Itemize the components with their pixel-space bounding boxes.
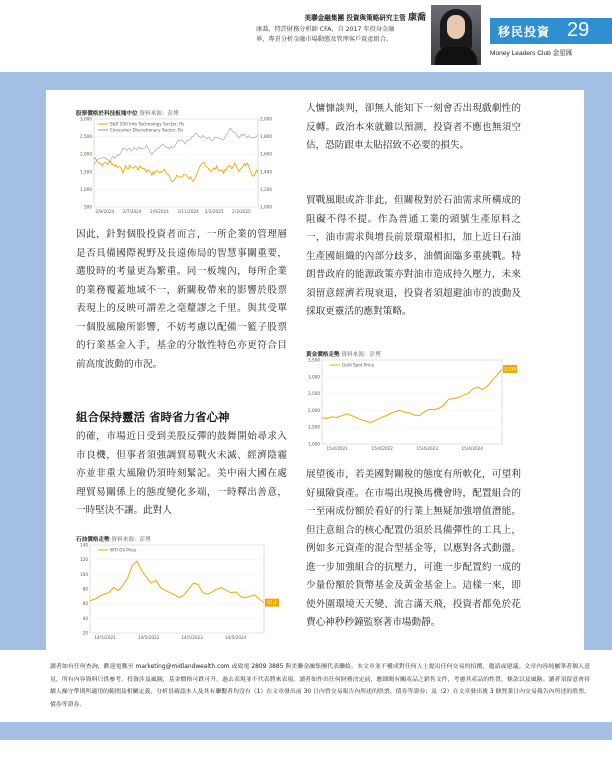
author-title (236, 10, 426, 23)
author-description (236, 25, 426, 45)
right-column-para3: 展望後市，若美國對關稅的態度有所軟化，可望利好風險資產。在市場出現換馬機會時，配置組合的一至兩成份額於看好的行業上無疑加強增值潛能。但注意組合的核心配置仍須於具備彈性的工具上，例如多元資產的混合型基金等，以應對各式動盪。進一步加強組合的抗壓力，可進一步配置約一成的少量份額於貨幣基金及黃金基金上。這樣一來，即使外圍環境天天變、流言滿天飛，投資者都免於花費心神秒秒鐘監察著市場動靜。 (306, 469, 521, 628)
page-header (0, 0, 612, 72)
y-tick-label: 1,000 (308, 441, 320, 447)
y-tick-label: 3,000 (308, 374, 320, 380)
y-right-tick-label: 1,200 (260, 186, 272, 192)
frame-right (584, 72, 612, 650)
author-desc-line-1: 康喬，特許財務分析師 CFA，自 2017 年投身金融 (256, 26, 395, 33)
x-tick-label: 15/4/2022 (371, 446, 393, 451)
y-tick-label: 20 (82, 630, 88, 636)
y-right-tick-label: 1,000 (260, 204, 272, 210)
y-tick-label: 2,000 (308, 407, 320, 413)
x-tick-label: 14/5/2021 (94, 635, 116, 640)
series-line-1 (94, 158, 258, 182)
disclaimer: 讀者如有任何查詢，歡迎電郵至 marketing@midlandwealth.com 或致電 2809 3885 與美聯金融集團代表聯絡。本文章並不構成對任何人士提出任何交易的招攬、邀請或建議。文章內容純屬筆者個人意見，所有內容資料只供參考。投資涉及風險，基金價格可跌可升，過去表現並不代表將來表現。讀者如作出任何財務決定前，應細閱有關產品之銷售文件，考慮其產品的性質，條款以及風險。讀者須留意會持續人操守準則所適用的範圍及相關定義，分析員確認本人及其有聯繫者均沒有（1）在文章發出前 30 日內曾交易報告內所述的股票、債券等證券；及（2）在文章發出後 3 個營業日內交易報告內所述的股票、債券等證券。 (50, 664, 590, 708)
x-tick-label: 2/7/2024 (122, 209, 142, 214)
y-right-tick-label: 1,600 (260, 151, 272, 157)
x-tick-label: 15/4/2024 (461, 446, 483, 451)
author-block (236, 10, 426, 45)
x-tick-label: 2/11/2024 (177, 209, 199, 214)
section-banner (490, 18, 612, 44)
x-tick-label: 2/9/2024 (150, 209, 169, 214)
author-role: 美聯金融集團 投資與策略研究主管 (304, 14, 406, 22)
y-right-tick-label: 1,800 (260, 134, 272, 140)
frame-left (0, 72, 46, 650)
y-tick-label: 140 (80, 542, 88, 548)
y-tick-label: 80 (82, 586, 88, 592)
y-right-tick-label: 1,400 (260, 169, 272, 175)
section-heading: 組合保持靈活 省時省力省心神 (76, 410, 230, 424)
y-tick-label: 1,500 (308, 424, 320, 430)
y-tick-label: 3,500 (308, 357, 320, 363)
plot-frame (322, 360, 502, 444)
x-tick-label: 15/4/2021 (326, 446, 348, 451)
chart3-title: 石油價格走勢 資料來源：彭博 (76, 537, 151, 543)
y-right-tick-label: 2,000 (260, 116, 272, 122)
x-tick-label: 2/9/2024 (95, 209, 115, 214)
section-subtitle: Money Leaders Club 金星匯 (490, 50, 573, 57)
chart-tech-sector (76, 109, 276, 219)
y-left-tick-label: 500 (84, 204, 92, 210)
x-tick-label: 14/5/2023 (181, 635, 203, 640)
frame-bottom (0, 722, 612, 740)
legend-label: Consumer Discretionary Sector, Rs (110, 127, 184, 133)
chart1-title: 股票價格於科技板塊中位 資料來源：彭博 (76, 111, 179, 117)
left-column-para1: 因此，針對個股投資者而言，一所企業的管理層是否具備國際視野及長遠佈局的智慧事關重要，選股時的考量更為繁重。同一板塊內，每所企業的業務覆蓋地域不一，新關稅帶來的影響於股票表現上的反映可謂差之毫釐謬之千里。與其受單一個股風險所影響，不妨考慮以配備一籃子股票的行業基金入手，基金的分散性特色亦更符合目前高度波動的市況。 (76, 229, 287, 370)
x-tick-label: 14/5/2024 (224, 635, 247, 640)
y-left-tick-label: 2,500 (80, 134, 92, 140)
y-tick-label: 40 (82, 615, 88, 621)
chart3-plot (76, 541, 286, 647)
page-number: 29 (567, 19, 590, 41)
y-left-tick-label: 2,000 (80, 151, 92, 157)
y-left-tick-label: 3,000 (80, 116, 92, 122)
author-name: 康喬 (407, 13, 426, 23)
left-column-para2: 的確，市場近日受到美股反彈的鼓舞開始尋求入市良機，但事者須強調貿易戰火未滅、經濟陰霾亦並非重大風險仍須時刻緊記。美中兩大國在處理貿易關係上的態度變化多端，一時釋出善意，一時堅決不讓。此對人 (76, 431, 287, 516)
series-line (90, 561, 264, 603)
section-name: 移民投資 (498, 25, 551, 39)
chart1-plot (76, 115, 276, 219)
chart2-title: 黃金價格走勢 資料來源：彭博 (306, 352, 381, 358)
x-tick-label: 15/4/2023 (416, 446, 438, 451)
x-tick-label: 2/1/2025 (204, 209, 224, 214)
right-column-para1: 人慵慷談判，卻無人能知下一刻會否出現戲劇性的反轉。政治本來就難以預測，投資者不應也無須空估，恐防跟車太貼招致不必要的損失。 (306, 103, 521, 151)
last-value-label: 61.4 (267, 600, 277, 606)
x-tick-label: 2/3/2025 (232, 209, 251, 214)
legend-label: Gold Spot Price (342, 362, 375, 368)
frame-top (0, 72, 612, 90)
legend-label: S&P 500 Info Technology Sector, Rs (110, 121, 185, 127)
y-left-tick-label: 1,000 (80, 186, 92, 192)
series-line-2 (94, 128, 258, 165)
y-tick-label: 60 (82, 601, 88, 607)
y-left-tick-label: 1,500 (80, 169, 92, 175)
chart-gold-price (306, 350, 524, 456)
chart2-plot (306, 356, 524, 456)
y-tick-label: 2,500 (308, 391, 320, 397)
last-value-label: 3,234 (504, 366, 516, 372)
y-tick-label: 120 (80, 557, 88, 563)
author-desc-line-2: 界，專責分析金融市場動態及管理客戶資產組合。 (256, 36, 393, 43)
chart-oil-price (76, 535, 286, 647)
legend-label: WTI Oil Price (110, 547, 137, 553)
right-column-para2: 貿戰風眼或許非此，但關稅對於石油需求所構成的阻礙不得不提。作為普通工業的頭號生產原料之一，油市需求與增長前景環環相扣，加上近日石油生產國組織的內部分歧多，油價面臨多重挑戰。特朗普政府的能源政策亦對油市造成持久壓力，未來須留意經濟若現衰退，投資者須超避油市的波動及採取更靈活的應對策略。 (306, 195, 521, 317)
author-photo (431, 5, 481, 65)
x-tick-label: 14/5/2022 (137, 635, 160, 640)
y-tick-label: 100 (80, 571, 88, 577)
